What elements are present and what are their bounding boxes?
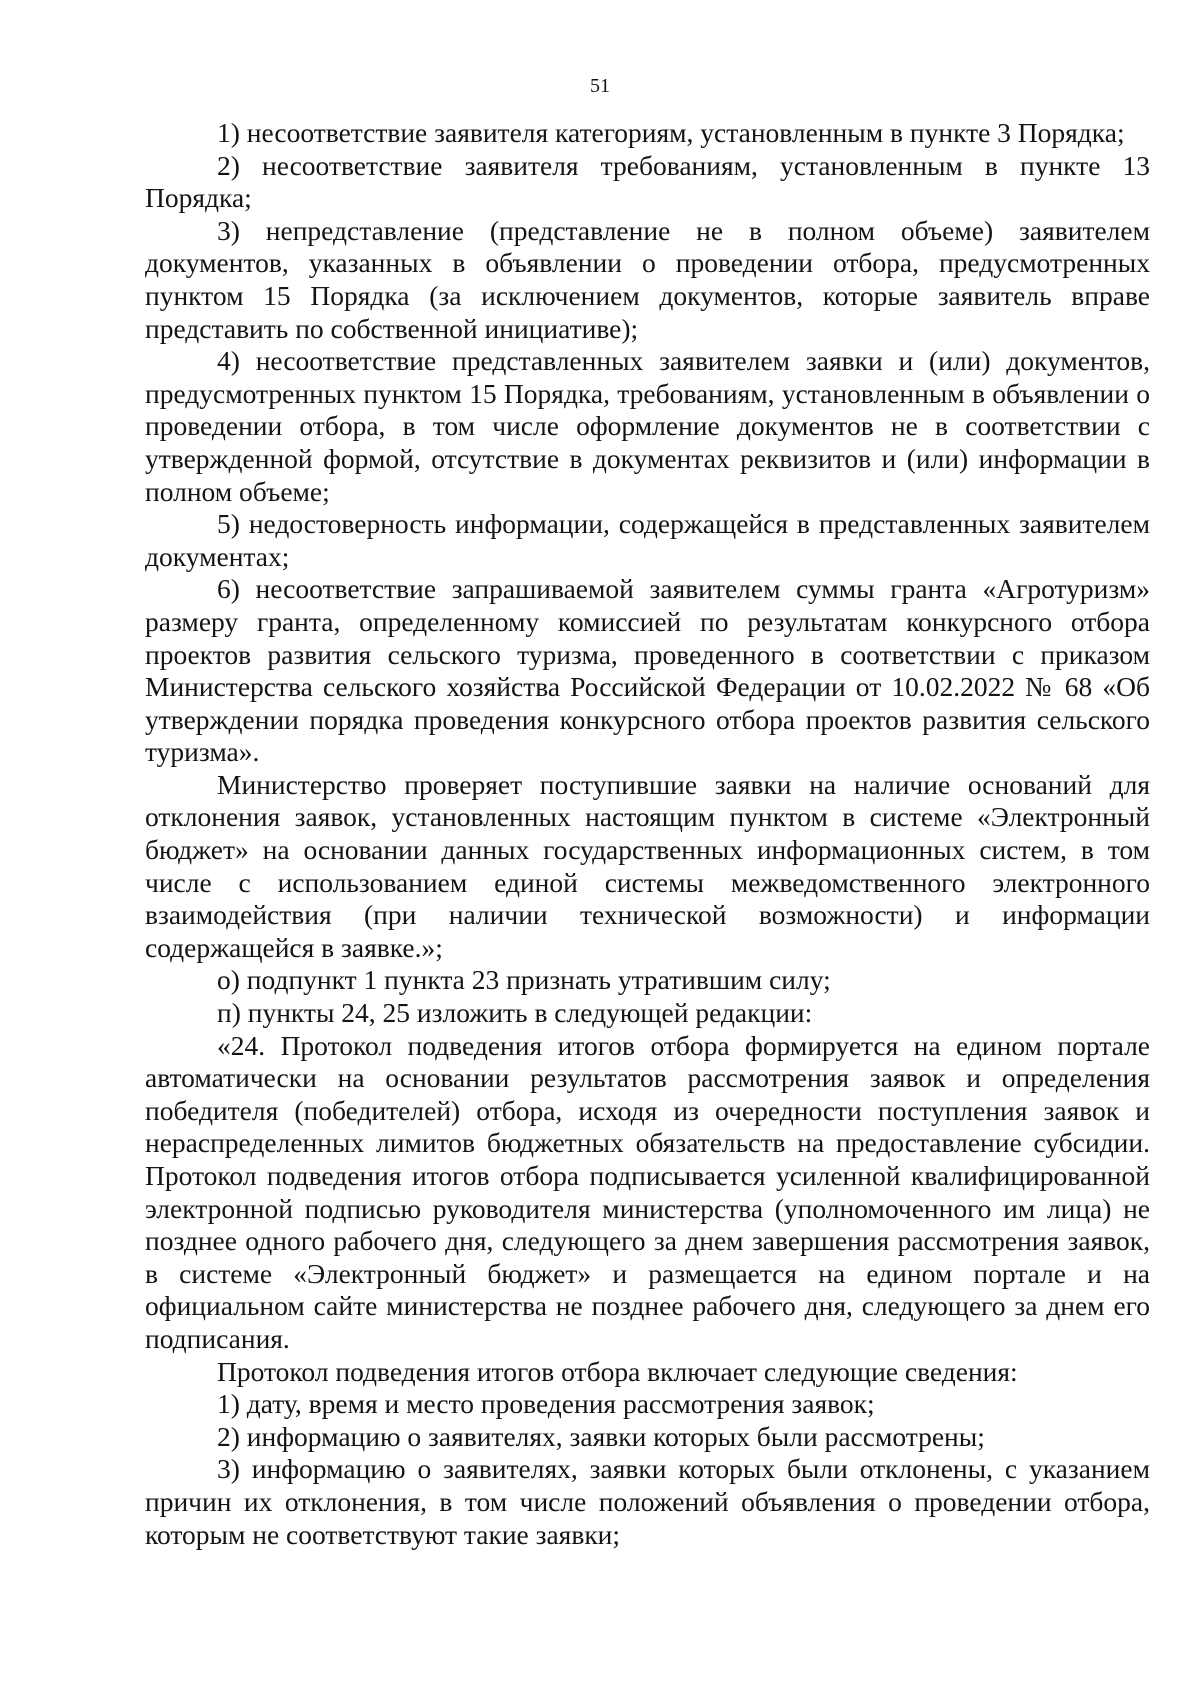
- paragraph-subpoint-o: о) подпункт 1 пункта 23 признать утратившим силу;: [217, 964, 831, 996]
- paragraph-protocol-item-1: 1) дату, время и место проведения рассмотрения заявок;: [217, 1388, 875, 1420]
- paragraph-ministry-check: Министерство проверяет поступившие заявки на наличие оснований для отклонения заявок, установленных настоящим пунктом в системе «Электронный бюджет» на основании данных государственных информационных систем, в том числе с использованием единой системы межведомственного электронного взаимодействия (при наличии технической возможности) и информации содержащейся в заявке.»;: [145, 768, 1150, 963]
- paragraph-item-6: 6) несоответствие запрашиваемой заявителем суммы гранта «Агротуризм» размеру гранта, определенному комиссией по результатам конкурсного отбора проектов развития сельского туризма, проведенного в соответствии с приказом Министерства сельского хозяйства Российской Федерации от 10.02.2022 № 68 «Об утверждении порядка проведения конкурсного отбора проектов развития сельского туризма».: [145, 573, 1150, 768]
- page-number: 51: [590, 75, 610, 97]
- paragraph-item-5: 5) недостоверность информации, содержащейся в представленных заявителем документах;: [145, 508, 1150, 572]
- paragraph-item-2: 2) несоответствие заявителя требованиям, установленным в пункте 13 Порядка;: [145, 149, 1150, 214]
- paragraph-point-24: «24. Протокол подведения итогов отбора формируется на едином портале автоматически на основании результатов рассмотрения заявок и определения победителя (победителей) отбора, исходя из очередности поступления заявок и нераспределенных лимитов бюджетных обязательств на предоставление субсидии. Протокол подведения итогов отбора подписывается усиленной квалифицированной электронной подписью руководителя министерства (уполномоченного им лица) не позднее одного рабочего дня, следующего за днем завершения рассмотрения заявок, в системе «Электронный бюджет» и размещается на едином портале и на официальном сайте министерства не позднее рабочего дня, следующего за днем его подписания.: [145, 1029, 1150, 1354]
- paragraph-protocol-item-3: 3) информацию о заявителях, заявки которых были отклонены, с указанием причин их отклонения, в том числе положений объявления о проведении отбора, которым не соответствуют такие заявки;: [145, 1453, 1150, 1550]
- paragraph-protocol-item-2: 2) информацию о заявителях, заявки которых были рассмотрены;: [217, 1420, 985, 1452]
- paragraph-item-3: 3) непредставление (представление не в полном объеме) заявителем документов, указанных в объявлении о проведении отбора, предусмотренных пунктом 15 Порядка (за исключением документов, которые заявитель вправе представить по собственной инициативе);: [145, 214, 1150, 344]
- paragraph-subpoint-p: п) пункты 24, 25 изложить в следующей редакции:: [217, 997, 813, 1029]
- paragraph-protocol-intro: Протокол подведения итогов отбора включает следующие сведения:: [217, 1355, 1018, 1387]
- document-body: [145, 117, 1150, 1551]
- paragraph-item-4: 4) несоответствие представленных заявителем заявки и (или) документов, предусмотренных пунктом 15 Порядка, требованиям, установленным в объявлении о проведении отбора, в том числе оформление документов не в соответствии с утвержденной формой, отсутствие в документах реквизитов и (или) информации в полном объеме;: [145, 345, 1150, 507]
- paragraph-item-1: 1) несоответствие заявителя категориям, установленным в пункте 3 Порядка;: [217, 117, 1125, 148]
